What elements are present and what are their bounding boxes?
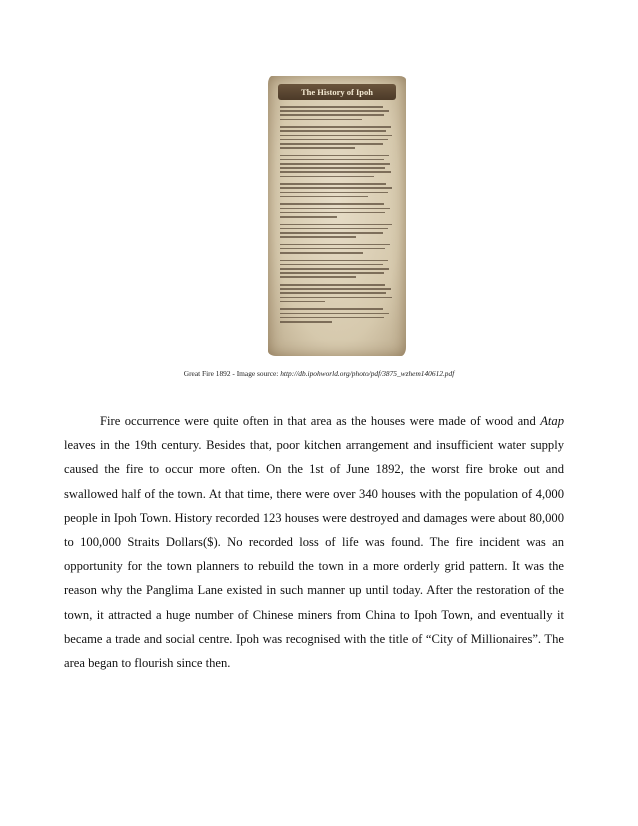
- poster-paragraph: [280, 183, 392, 197]
- poster-paragraph: [280, 155, 392, 178]
- poster-paragraph: [280, 203, 392, 217]
- poster-text-line: [280, 212, 385, 214]
- poster-text-line: [280, 106, 383, 108]
- poster-text-line: [280, 264, 383, 266]
- poster-text-line: [280, 159, 384, 161]
- poster-paragraph: [280, 260, 392, 278]
- poster-text-line: [280, 317, 384, 319]
- body-paragraph: [64, 409, 564, 675]
- poster-paragraph: [280, 106, 392, 120]
- poster-text-line: [280, 135, 392, 137]
- poster-text-line: [280, 276, 356, 278]
- poster-text-line: [280, 171, 391, 173]
- poster-text-line: [280, 183, 386, 185]
- poster-text-line: [280, 208, 390, 210]
- poster-text-line: [280, 292, 386, 294]
- poster-text-line: [280, 176, 374, 178]
- poster-text-line: [280, 155, 389, 157]
- poster-text-block: [280, 106, 392, 329]
- poster-paragraph: [280, 308, 392, 322]
- paragraph-intro: Fire occurrence were quite often in that area as the houses were made of wood and: [100, 414, 541, 428]
- poster-text-line: [280, 203, 384, 205]
- poster-text-line: [280, 321, 332, 323]
- poster-text-line: [280, 196, 368, 198]
- caption-label: Great Fire 1892 - Image source:: [183, 369, 281, 378]
- paragraph-italic-term: Atap: [540, 414, 564, 428]
- poster-text-line: [280, 236, 356, 238]
- poster-text-line: [280, 313, 389, 315]
- poster-text-line: [280, 244, 390, 246]
- poster-text-line: [280, 187, 392, 189]
- poster-text-line: [280, 143, 383, 145]
- poster-text-line: [280, 252, 363, 254]
- poster-text-line: [280, 163, 390, 165]
- poster-text-line: [280, 110, 389, 112]
- poster-text-line: [280, 284, 385, 286]
- poster-text-line: [280, 139, 388, 141]
- poster-text-line: [280, 268, 389, 270]
- poster-text-line: [280, 301, 325, 303]
- figure-caption: [0, 369, 638, 378]
- poster-text-line: [280, 126, 391, 128]
- poster-text-line: [280, 288, 391, 290]
- poster-text-line: [280, 248, 385, 250]
- poster-text-line: [280, 167, 385, 169]
- poster-text-line: [280, 297, 392, 299]
- poster-paragraph: [280, 126, 392, 149]
- poster-title: The History of Ipoh: [278, 84, 396, 100]
- paragraph-rest: leaves in the 19th century. Besides that, poor kitchen arrangement and insufficient water supply caused the fire to occur more often. On the 1st of June 1892, the worst fire broke out and swallowed half of the town. At that time, there were over 340 houses with the population of 4,000 people in Ipoh Town. History recorded 123 houses were destroyed and damages were about 80,000 to 100,000 Straits Dollars($). No recorded loss of life was found. The fire incident was an opportunity for the town planners to rebuild the town in a more orderly grid pattern. It was the reason why the Panglima Lane existed in such manner up until today. After the restoration of the town, it attracted a huge number of Chinese miners from China to Ipoh Town, and eventually it became a trade and social centre. Ipoh was recognised with the title of “City of Millionaires”. The area began to flourish since then.: [64, 438, 564, 671]
- poster-text-line: [280, 228, 388, 230]
- poster-text-line: [280, 192, 388, 194]
- poster-paragraph: [280, 244, 392, 254]
- poster-text-line: [280, 272, 384, 274]
- poster-paragraph: [280, 284, 392, 302]
- poster-paragraph: [280, 224, 392, 238]
- poster-text-line: [280, 130, 386, 132]
- history-of-ipoh-image: [268, 76, 406, 356]
- poster-text-line: [280, 147, 355, 149]
- poster-text-line: [280, 224, 392, 226]
- poster-text-line: [280, 260, 388, 262]
- poster-text-line: [280, 119, 362, 121]
- poster-text-line: [280, 232, 383, 234]
- poster-text-line: [280, 114, 384, 116]
- caption-source-link[interactable]: http://db.ipohworld.org/photo/pdf/3875_wzhem140612.pdf: [280, 369, 455, 378]
- poster-text-line: [280, 308, 383, 310]
- poster-text-line: [280, 216, 337, 218]
